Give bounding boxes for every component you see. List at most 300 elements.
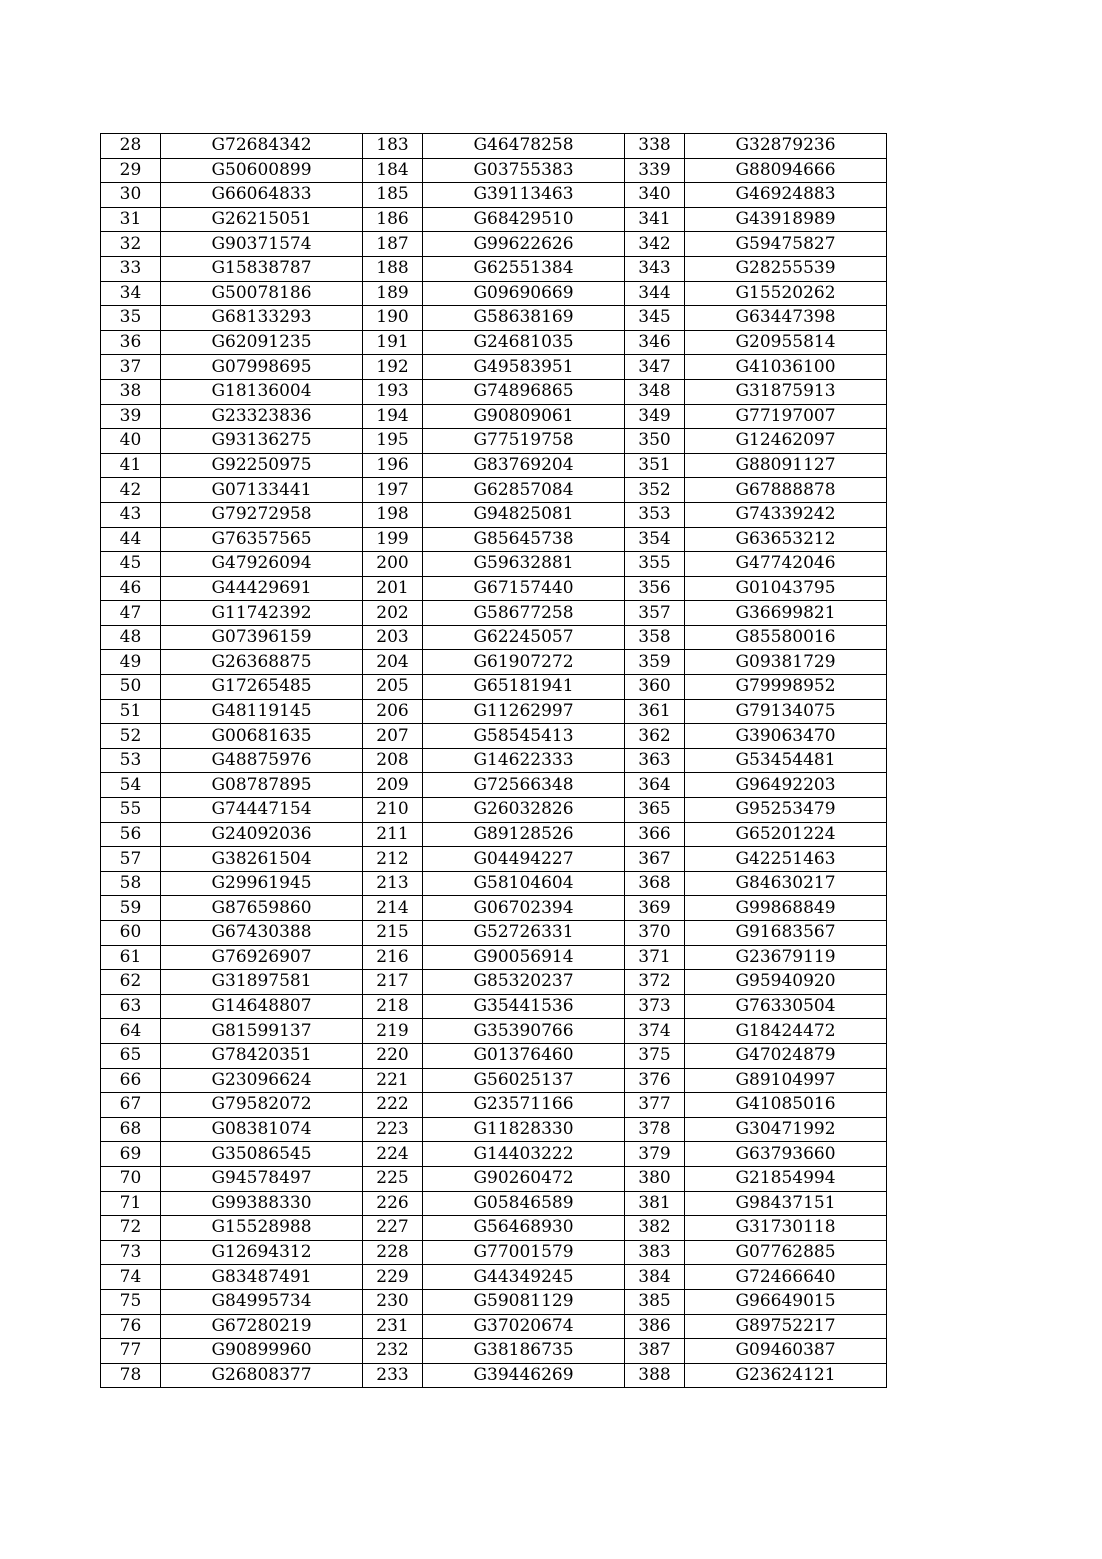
table-row	[101, 945, 887, 970]
code-cell: G07396159	[161, 625, 363, 650]
seq-number-cell: 75	[101, 1289, 161, 1314]
code-cell: G77519758	[423, 429, 625, 454]
code-cell: G35086545	[161, 1142, 363, 1167]
table-row	[101, 921, 887, 946]
code-cell: G18136004	[161, 379, 363, 404]
code-cell: G79582072	[161, 1093, 363, 1118]
seq-number-cell: 201	[363, 576, 423, 601]
seq-number-cell: 35	[101, 306, 161, 331]
seq-number-cell: 356	[625, 576, 685, 601]
code-cell: G46924883	[685, 183, 887, 208]
code-cell: G59632881	[423, 552, 625, 577]
table-row	[101, 994, 887, 1019]
table-row	[101, 552, 887, 577]
code-cell: G07133441	[161, 478, 363, 503]
code-cell: G26368875	[161, 650, 363, 675]
code-cell: G23323836	[161, 404, 363, 429]
seq-number-cell: 66	[101, 1068, 161, 1093]
code-cell: G74447154	[161, 798, 363, 823]
code-cell: G39446269	[423, 1363, 625, 1388]
table-row	[101, 1265, 887, 1290]
seq-number-cell: 63	[101, 994, 161, 1019]
code-cell: G90260472	[423, 1166, 625, 1191]
code-cell: G94825081	[423, 502, 625, 527]
seq-number-cell: 73	[101, 1240, 161, 1265]
code-cell: G42251463	[685, 847, 887, 872]
seq-number-cell: 46	[101, 576, 161, 601]
code-cell: G67430388	[161, 921, 363, 946]
seq-number-cell: 58	[101, 871, 161, 896]
code-cell: G95940920	[685, 970, 887, 995]
code-cell: G74339242	[685, 502, 887, 527]
seq-number-cell: 384	[625, 1265, 685, 1290]
seq-number-cell: 32	[101, 232, 161, 257]
code-cell: G09381729	[685, 650, 887, 675]
seq-number-cell: 349	[625, 404, 685, 429]
seq-number-cell: 380	[625, 1166, 685, 1191]
code-cell: G58545413	[423, 724, 625, 749]
seq-number-cell: 30	[101, 183, 161, 208]
code-cell: G31730118	[685, 1216, 887, 1241]
seq-number-cell: 344	[625, 281, 685, 306]
seq-number-cell: 355	[625, 552, 685, 577]
code-cell: G06702394	[423, 896, 625, 921]
seq-number-cell: 338	[625, 134, 685, 159]
seq-number-cell: 55	[101, 798, 161, 823]
seq-number-cell: 192	[363, 355, 423, 380]
seq-number-cell: 359	[625, 650, 685, 675]
seq-number-cell: 374	[625, 1019, 685, 1044]
seq-number-cell: 34	[101, 281, 161, 306]
code-cell: G24092036	[161, 822, 363, 847]
code-cell: G46478258	[423, 134, 625, 159]
seq-number-cell: 385	[625, 1289, 685, 1314]
code-cell: G72466640	[685, 1265, 887, 1290]
seq-number-cell: 187	[363, 232, 423, 257]
table-row	[101, 256, 887, 281]
seq-number-cell: 222	[363, 1093, 423, 1118]
seq-number-cell: 209	[363, 773, 423, 798]
code-cell: G96492203	[685, 773, 887, 798]
seq-number-cell: 343	[625, 256, 685, 281]
seq-number-cell: 76	[101, 1314, 161, 1339]
table-row	[101, 453, 887, 478]
code-cell: G30471992	[685, 1117, 887, 1142]
table-row	[101, 1068, 887, 1093]
seq-number-cell: 37	[101, 355, 161, 380]
code-cell: G76926907	[161, 945, 363, 970]
code-cell: G47926094	[161, 552, 363, 577]
code-cell: G35390766	[423, 1019, 625, 1044]
code-cell: G61907272	[423, 650, 625, 675]
code-cell: G23096624	[161, 1068, 363, 1093]
code-cell: G08787895	[161, 773, 363, 798]
code-cell: G56468930	[423, 1216, 625, 1241]
seq-number-cell: 42	[101, 478, 161, 503]
table-row	[101, 675, 887, 700]
code-cell: G90371574	[161, 232, 363, 257]
table-body	[101, 134, 887, 1388]
seq-number-cell: 60	[101, 921, 161, 946]
seq-number-cell: 368	[625, 871, 685, 896]
code-cell: G98437151	[685, 1191, 887, 1216]
code-cell: G50600899	[161, 158, 363, 183]
seq-number-cell: 44	[101, 527, 161, 552]
code-cell: G24681035	[423, 330, 625, 355]
code-cell: G11262997	[423, 699, 625, 724]
code-cell: G87659860	[161, 896, 363, 921]
seq-number-cell: 223	[363, 1117, 423, 1142]
seq-number-cell: 50	[101, 675, 161, 700]
seq-number-cell: 371	[625, 945, 685, 970]
seq-number-cell: 360	[625, 675, 685, 700]
code-cell: G63447398	[685, 306, 887, 331]
seq-number-cell: 369	[625, 896, 685, 921]
code-cell: G81599137	[161, 1019, 363, 1044]
seq-number-cell: 354	[625, 527, 685, 552]
seq-number-cell: 341	[625, 207, 685, 232]
code-cell: G44429691	[161, 576, 363, 601]
code-cell: G62245057	[423, 625, 625, 650]
code-cell: G52726331	[423, 921, 625, 946]
table-row	[101, 1093, 887, 1118]
seq-number-cell: 219	[363, 1019, 423, 1044]
code-cell: G83487491	[161, 1265, 363, 1290]
code-cell: G47024879	[685, 1043, 887, 1068]
seq-number-cell: 197	[363, 478, 423, 503]
table-row	[101, 134, 887, 159]
code-cell: G29961945	[161, 871, 363, 896]
code-cell: G62857084	[423, 478, 625, 503]
seq-number-cell: 53	[101, 748, 161, 773]
seq-number-cell: 347	[625, 355, 685, 380]
code-cell: G17265485	[161, 675, 363, 700]
seq-number-cell: 378	[625, 1117, 685, 1142]
code-cell: G15520262	[685, 281, 887, 306]
code-cell: G23624121	[685, 1363, 887, 1388]
seq-number-cell: 382	[625, 1216, 685, 1241]
table-row	[101, 232, 887, 257]
seq-number-cell: 31	[101, 207, 161, 232]
code-cell: G00681635	[161, 724, 363, 749]
seq-number-cell: 194	[363, 404, 423, 429]
code-cell: G37020674	[423, 1314, 625, 1339]
code-cell: G01376460	[423, 1043, 625, 1068]
seq-number-cell: 353	[625, 502, 685, 527]
seq-number-cell: 212	[363, 847, 423, 872]
seq-number-cell: 202	[363, 601, 423, 626]
table-row	[101, 748, 887, 773]
code-cell: G91683567	[685, 921, 887, 946]
code-cell: G12462097	[685, 429, 887, 454]
code-cell: G05846589	[423, 1191, 625, 1216]
code-cell: G79134075	[685, 699, 887, 724]
seq-number-cell: 33	[101, 256, 161, 281]
code-cell: G09690669	[423, 281, 625, 306]
table-row	[101, 158, 887, 183]
code-cell: G44349245	[423, 1265, 625, 1290]
seq-number-cell: 229	[363, 1265, 423, 1290]
code-cell: G62091235	[161, 330, 363, 355]
code-cell: G76357565	[161, 527, 363, 552]
seq-number-cell: 213	[363, 871, 423, 896]
code-cell: G12694312	[161, 1240, 363, 1265]
table-row	[101, 527, 887, 552]
code-cell: G18424472	[685, 1019, 887, 1044]
seq-number-cell: 211	[363, 822, 423, 847]
seq-number-cell: 193	[363, 379, 423, 404]
seq-number-cell: 216	[363, 945, 423, 970]
table-row	[101, 724, 887, 749]
code-cell: G90809061	[423, 404, 625, 429]
code-cell: G20955814	[685, 330, 887, 355]
seq-number-cell: 56	[101, 822, 161, 847]
code-cell: G23571166	[423, 1093, 625, 1118]
code-cell: G49583951	[423, 355, 625, 380]
table-row	[101, 1117, 887, 1142]
table-row	[101, 601, 887, 626]
seq-number-cell: 204	[363, 650, 423, 675]
seq-number-cell: 40	[101, 429, 161, 454]
code-cell: G89128526	[423, 822, 625, 847]
seq-number-cell: 230	[363, 1289, 423, 1314]
table-row	[101, 281, 887, 306]
code-cell: G96649015	[685, 1289, 887, 1314]
seq-number-cell: 49	[101, 650, 161, 675]
table-row	[101, 502, 887, 527]
seq-number-cell: 38	[101, 379, 161, 404]
seq-number-cell: 195	[363, 429, 423, 454]
code-cell: G99622626	[423, 232, 625, 257]
code-cell: G67280219	[161, 1314, 363, 1339]
code-cell: G39063470	[685, 724, 887, 749]
table-row	[101, 625, 887, 650]
seq-number-cell: 225	[363, 1166, 423, 1191]
code-cell: G26032826	[423, 798, 625, 823]
code-cell: G63793660	[685, 1142, 887, 1167]
code-cell: G56025137	[423, 1068, 625, 1093]
table-row	[101, 404, 887, 429]
code-cell: G85320237	[423, 970, 625, 995]
seq-number-cell: 196	[363, 453, 423, 478]
table-row	[101, 207, 887, 232]
code-cell: G21854994	[685, 1166, 887, 1191]
seq-number-cell: 54	[101, 773, 161, 798]
seq-number-cell: 221	[363, 1068, 423, 1093]
seq-number-cell: 188	[363, 256, 423, 281]
seq-number-cell: 381	[625, 1191, 685, 1216]
code-cell: G84630217	[685, 871, 887, 896]
table-row	[101, 355, 887, 380]
seq-number-cell: 224	[363, 1142, 423, 1167]
table-row	[101, 1289, 887, 1314]
code-cell: G31897581	[161, 970, 363, 995]
code-cell: G72566348	[423, 773, 625, 798]
seq-number-cell: 358	[625, 625, 685, 650]
table-row	[101, 429, 887, 454]
table-row	[101, 1191, 887, 1216]
code-cell: G99388330	[161, 1191, 363, 1216]
code-cell: G72684342	[161, 134, 363, 159]
code-cell: G58104604	[423, 871, 625, 896]
code-cell: G03755383	[423, 158, 625, 183]
seq-number-cell: 208	[363, 748, 423, 773]
code-cell: G08381074	[161, 1117, 363, 1142]
seq-number-cell: 342	[625, 232, 685, 257]
code-cell: G23679119	[685, 945, 887, 970]
code-cell: G38186735	[423, 1339, 625, 1364]
table-row	[101, 871, 887, 896]
code-cell: G35441536	[423, 994, 625, 1019]
table-row	[101, 847, 887, 872]
seq-number-cell: 345	[625, 306, 685, 331]
seq-number-cell: 28	[101, 134, 161, 159]
seq-number-cell: 183	[363, 134, 423, 159]
table-row	[101, 1166, 887, 1191]
seq-number-cell: 184	[363, 158, 423, 183]
seq-number-cell: 367	[625, 847, 685, 872]
code-cell: G04494227	[423, 847, 625, 872]
code-cell: G68429510	[423, 207, 625, 232]
seq-number-cell: 370	[625, 921, 685, 946]
seq-number-cell: 339	[625, 158, 685, 183]
code-cell: G38261504	[161, 847, 363, 872]
seq-number-cell: 361	[625, 699, 685, 724]
seq-number-cell: 210	[363, 798, 423, 823]
seq-number-cell: 218	[363, 994, 423, 1019]
seq-number-cell: 74	[101, 1265, 161, 1290]
code-cell: G26215051	[161, 207, 363, 232]
seq-number-cell: 383	[625, 1240, 685, 1265]
seq-number-cell: 68	[101, 1117, 161, 1142]
code-cell: G77001579	[423, 1240, 625, 1265]
seq-number-cell: 227	[363, 1216, 423, 1241]
code-cell: G32879236	[685, 134, 887, 159]
code-cell: G28255539	[685, 256, 887, 281]
code-cell: G53454481	[685, 748, 887, 773]
code-cell: G88091127	[685, 453, 887, 478]
table-row	[101, 330, 887, 355]
code-cell: G77197007	[685, 404, 887, 429]
table-row	[101, 183, 887, 208]
code-cell: G90899960	[161, 1339, 363, 1364]
table-row	[101, 650, 887, 675]
seq-number-cell: 200	[363, 552, 423, 577]
seq-number-cell: 203	[363, 625, 423, 650]
code-cell: G66064833	[161, 183, 363, 208]
seq-number-cell: 29	[101, 158, 161, 183]
code-cell: G07998695	[161, 355, 363, 380]
seq-number-cell: 340	[625, 183, 685, 208]
seq-number-cell: 388	[625, 1363, 685, 1388]
table-row	[101, 1363, 887, 1388]
code-cell: G79272958	[161, 502, 363, 527]
seq-number-cell: 64	[101, 1019, 161, 1044]
code-cell: G48119145	[161, 699, 363, 724]
seq-number-cell: 65	[101, 1043, 161, 1068]
code-cell: G65201224	[685, 822, 887, 847]
seq-number-cell: 48	[101, 625, 161, 650]
code-cell: G31875913	[685, 379, 887, 404]
code-cell: G74896865	[423, 379, 625, 404]
seq-number-cell: 379	[625, 1142, 685, 1167]
code-cell: G78420351	[161, 1043, 363, 1068]
code-cell: G59081129	[423, 1289, 625, 1314]
table-row	[101, 1314, 887, 1339]
table-row	[101, 576, 887, 601]
seq-number-cell: 226	[363, 1191, 423, 1216]
seq-number-cell: 228	[363, 1240, 423, 1265]
seq-number-cell: 41	[101, 453, 161, 478]
code-cell: G15528988	[161, 1216, 363, 1241]
seq-number-cell: 36	[101, 330, 161, 355]
table-row	[101, 478, 887, 503]
table-row	[101, 1043, 887, 1068]
seq-number-cell: 373	[625, 994, 685, 1019]
seq-number-cell: 231	[363, 1314, 423, 1339]
table-row	[101, 773, 887, 798]
seq-number-cell: 214	[363, 896, 423, 921]
table-row	[101, 896, 887, 921]
seq-number-cell: 377	[625, 1093, 685, 1118]
code-cell: G62551384	[423, 256, 625, 281]
seq-number-cell: 77	[101, 1339, 161, 1364]
seq-number-cell: 362	[625, 724, 685, 749]
code-cell: G15838787	[161, 256, 363, 281]
seq-number-cell: 366	[625, 822, 685, 847]
seq-number-cell: 189	[363, 281, 423, 306]
code-cell: G83769204	[423, 453, 625, 478]
code-cell: G89104997	[685, 1068, 887, 1093]
table-row	[101, 1240, 887, 1265]
code-cell: G63653212	[685, 527, 887, 552]
table-row	[101, 1339, 887, 1364]
code-cell: G65181941	[423, 675, 625, 700]
code-cell: G85645738	[423, 527, 625, 552]
seq-number-cell: 376	[625, 1068, 685, 1093]
seq-number-cell: 386	[625, 1314, 685, 1339]
seq-number-cell: 67	[101, 1093, 161, 1118]
seq-number-cell: 198	[363, 502, 423, 527]
seq-number-cell: 191	[363, 330, 423, 355]
code-cell: G26808377	[161, 1363, 363, 1388]
code-cell: G59475827	[685, 232, 887, 257]
code-cell: G58677258	[423, 601, 625, 626]
seq-number-cell: 45	[101, 552, 161, 577]
seq-number-cell: 220	[363, 1043, 423, 1068]
code-cell: G50078186	[161, 281, 363, 306]
code-cell: G09460387	[685, 1339, 887, 1364]
code-cell: G93136275	[161, 429, 363, 454]
code-cell: G92250975	[161, 453, 363, 478]
seq-number-cell: 351	[625, 453, 685, 478]
seq-number-cell: 39	[101, 404, 161, 429]
table-row	[101, 1216, 887, 1241]
code-cell: G41085016	[685, 1093, 887, 1118]
seq-number-cell: 357	[625, 601, 685, 626]
table-row	[101, 306, 887, 331]
table-row	[101, 379, 887, 404]
code-cell: G07762885	[685, 1240, 887, 1265]
seq-number-cell: 350	[625, 429, 685, 454]
code-cell: G88094666	[685, 158, 887, 183]
seq-number-cell: 57	[101, 847, 161, 872]
seq-number-cell: 207	[363, 724, 423, 749]
seq-number-cell: 47	[101, 601, 161, 626]
seq-number-cell: 71	[101, 1191, 161, 1216]
code-cell: G43918989	[685, 207, 887, 232]
seq-number-cell: 352	[625, 478, 685, 503]
